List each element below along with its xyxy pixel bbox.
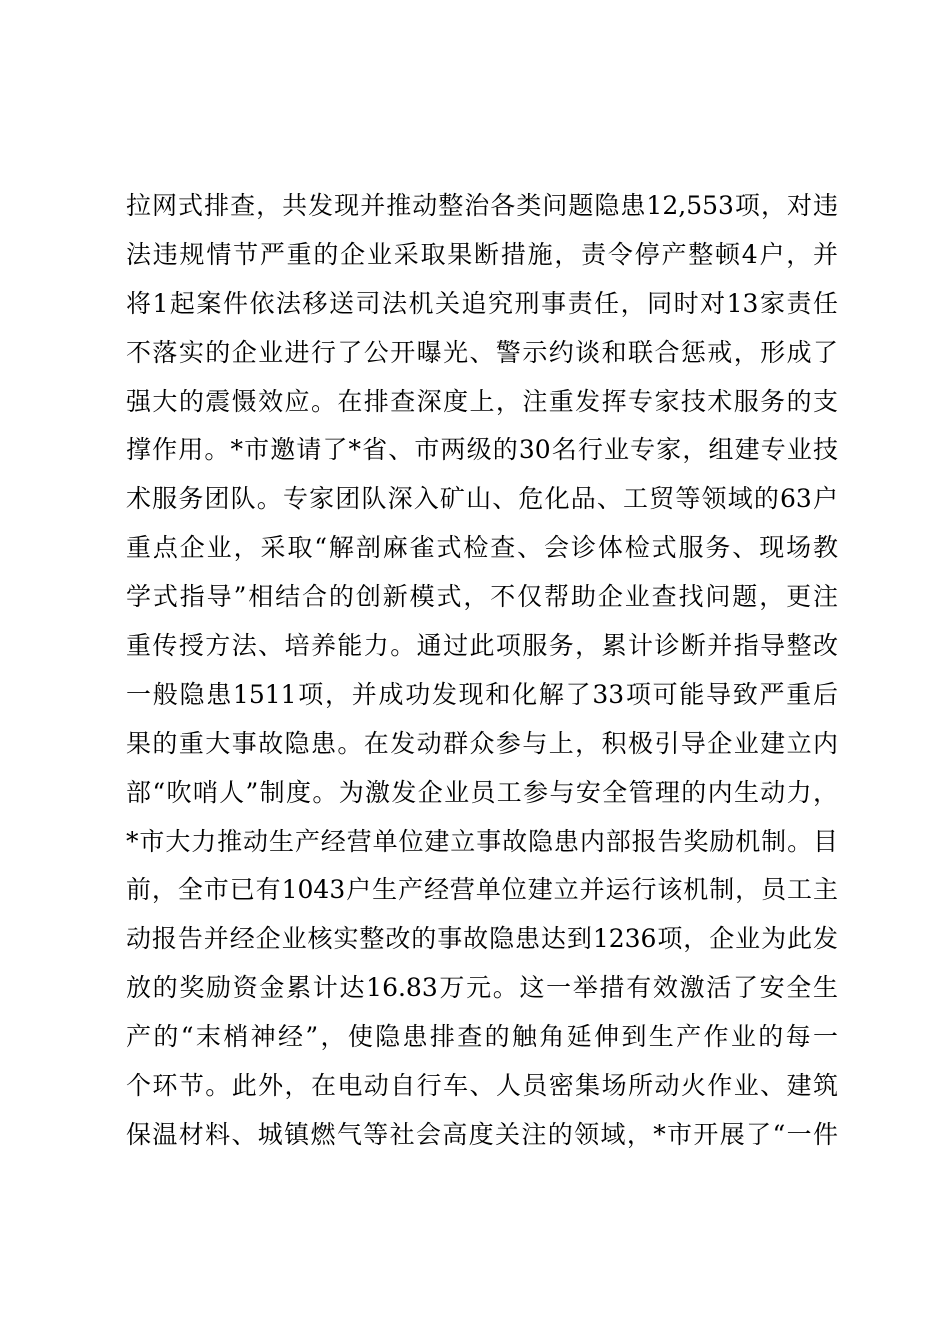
text-line: 不落实的企业进行了公开曝光、警示约谈和联合惩戒，形成了	[126, 337, 838, 367]
text-line: 术服务团队。专家团队深入矿山、危化品、工贸等领域的63户	[126, 484, 838, 514]
text-line: 强大的震慑效应。在排查深度上，注重发挥专家技术服务的支	[126, 386, 838, 416]
text-line: 前，全市已有1043户生产经营单位建立并运行该机制，员工主	[126, 875, 838, 905]
text-line: 将1起案件依法移送司法机关追究刑事责任，同时对13家责任	[126, 288, 838, 318]
text-line: 个环节。此外，在电动自行车、人员密集场所动火作业、建筑	[126, 1071, 838, 1101]
text-line: 撑作用。*市邀请了*省、市两级的30名行业专家，组建专业技	[126, 435, 838, 465]
text-line: 重点企业，采取“解剖麻雀式检查、会诊体检式服务、现场教	[126, 533, 838, 563]
text-line: 重传授方法、培养能力。通过此项服务，累计诊断并指导整改	[126, 631, 838, 661]
text-line: 法违规情节严重的企业采取果断措施，责令停产整顿4户，并	[126, 239, 838, 269]
text-line: 学式指导”相结合的创新模式，不仅帮助企业查找问题，更注	[126, 582, 838, 612]
text-line: *市大力推动生产经营单位建立事故隐患内部报告奖励机制。目	[126, 826, 838, 856]
text-line: 产的“末梢神经”，使隐患排查的触角延伸到生产作业的每一	[126, 1022, 838, 1052]
text-line: 部“吹哨人”制度。为激发企业员工参与安全管理的内生动力，	[126, 777, 838, 807]
text-line: 保温材料、城镇燃气等社会高度关注的领域，*市开展了“一件	[126, 1119, 838, 1149]
body-paragraph	[126, 182, 838, 1160]
text-line: 动报告并经企业核实整改的事故隐患达到1236项，企业为此发	[126, 924, 838, 954]
text-line: 放的奖励资金累计达16.83万元。这一举措有效激活了安全生	[126, 973, 838, 1003]
text-line: 果的重大事故隐患。在发动群众参与上，积极引导企业建立内	[126, 728, 838, 758]
text-line: 一般隐患1511项，并成功发现和化解了33项可能导致严重后	[126, 679, 838, 709]
text-line: 拉网式排查，共发现并推动整治各类问题隐患12,553项，对违	[126, 191, 838, 220]
